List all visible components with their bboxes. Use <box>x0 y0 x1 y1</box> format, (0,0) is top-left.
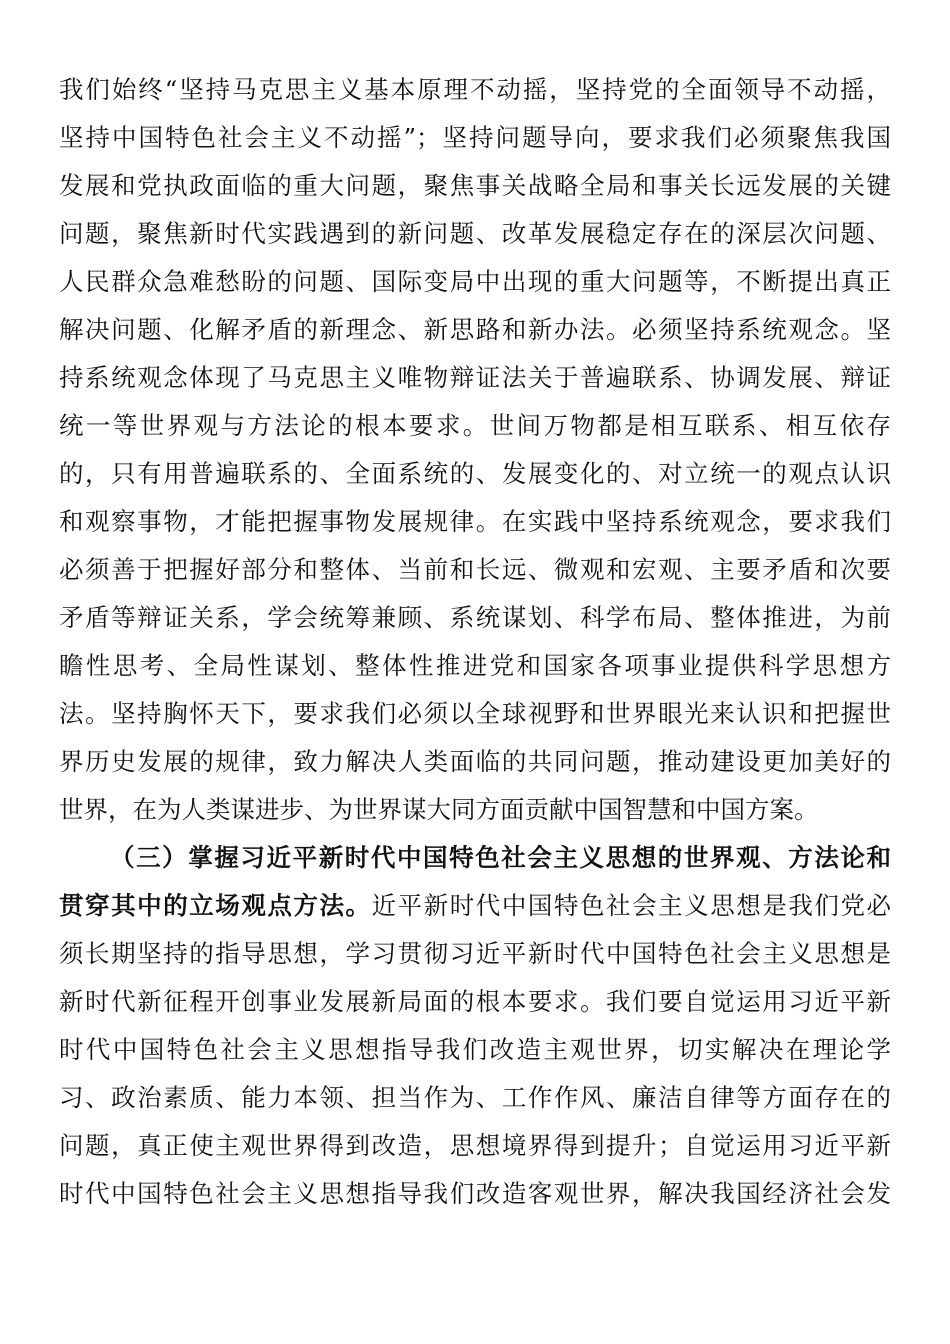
paragraph-line: 我们始终“坚持马克思主义基本原理不动摇，坚持党的全面领导不动摇， <box>59 75 891 104</box>
section-line: 新时代新征程开创事业发展新局面的根本要求。我们要自觉运用习近平新 <box>59 987 891 1016</box>
paragraph-line: 问题，聚焦新时代实践遇到的新问题、改革发展稳定存在的深层次问题、 <box>59 219 891 248</box>
paragraph-line: 人民群众急难愁盼的问题、国际变局中出现的重大问题等，不断提出真正 <box>59 267 891 296</box>
paragraph-line: 发展和党执政面临的重大问题，聚焦事关战略全局和事关长远发展的关键 <box>59 171 891 200</box>
paragraph-line: 统一等世界观与方法论的根本要求。世间万物都是相互联系、相互依存 <box>59 411 891 440</box>
section-heading-tail: 贯穿其中的立场观点方法。 <box>59 891 372 920</box>
section-line: 须长期坚持的指导思想，学习贯彻习近平新时代中国特色社会主义思想是 <box>59 939 891 968</box>
paragraph-line: 世界，在为人类谋进步、为世界谋大同方面贡献中国智慧和中国方案。 <box>59 795 819 824</box>
paragraph-line: 界历史发展的规律，致力解决人类面临的共同问题，推动建设更加美好的 <box>59 747 891 776</box>
paragraph-line: 坚持中国特色社会主义不动摇”；坚持问题导向，要求我们必须聚焦我国 <box>59 123 891 152</box>
section-text-start: 近平新时代中国特色社会主义思想是我们党必 <box>371 891 892 920</box>
section-heading: （三）掌握习近平新时代中国特色社会主义思想的世界观、方法论和 <box>110 843 891 872</box>
paragraph-line: 和观察事物，才能把握事物发展规律。在实践中坚持系统观念，要求我们 <box>59 507 891 536</box>
section-line: 时代中国特色社会主义思想指导我们改造主观世界，切实解决在理论学 <box>59 1035 891 1064</box>
paragraph-line: 必须善于把握好部分和整体、当前和长远、微观和宏观、主要矛盾和次要 <box>59 555 891 584</box>
paragraph-line: 矛盾等辩证关系，学会统筹兼顾、系统谋划、科学布局、整体推进，为前 <box>59 603 891 632</box>
paragraph-line: 瞻性思考、全局性谋划、整体性推进党和国家各项事业提供科学思想方 <box>59 651 891 680</box>
paragraph-line: 解决问题、化解矛盾的新理念、新思路和新办法。必须坚持系统观念。坚 <box>59 315 891 344</box>
paragraph-line: 法。坚持胸怀天下，要求我们必须以全球视野和世界眼光来认识和把握世 <box>59 699 891 728</box>
section-line: 习、政治素质、能力本领、担当作为、工作作风、廉洁自律等方面存在的 <box>59 1083 891 1112</box>
section-line: 时代中国特色社会主义思想指导我们改造客观世界，解决我国经济社会发 <box>59 1179 891 1208</box>
paragraph-line: 的，只有用普遍联系的、全面系统的、发展变化的、对立统一的观点认识 <box>59 459 891 488</box>
section-line: 问题，真正使主观世界得到改造，思想境界得到提升；自觉运用习近平新 <box>59 1131 891 1160</box>
paragraph-line: 持系统观念体现了马克思主义唯物辩证法关于普遍联系、协调发展、辩证 <box>59 363 891 392</box>
section-heading-continuation <box>59 886 891 926</box>
